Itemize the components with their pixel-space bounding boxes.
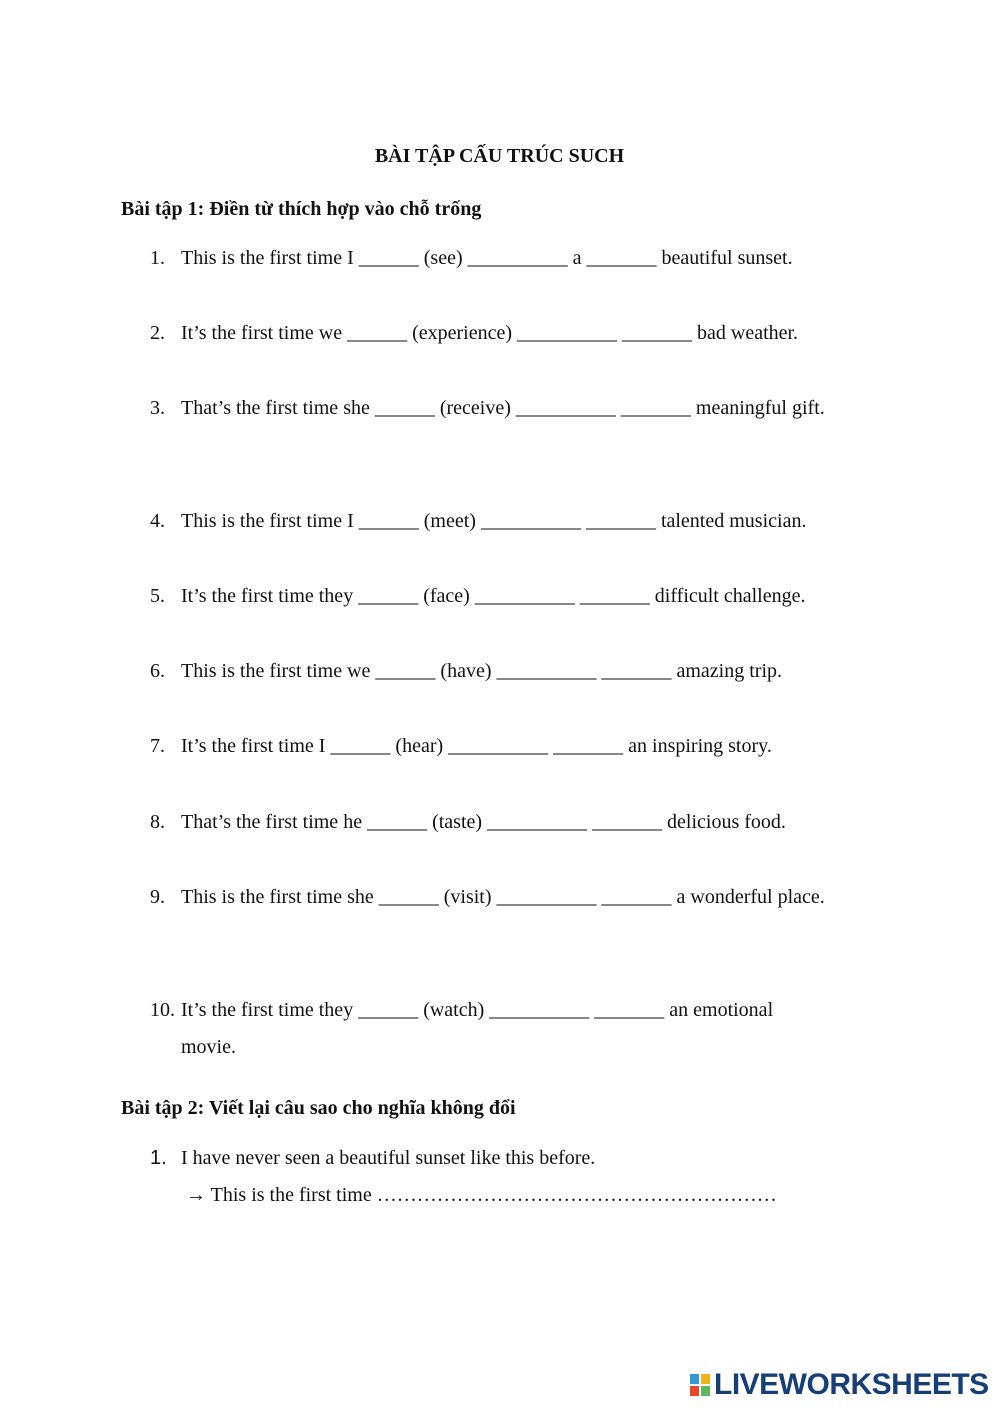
answer-line[interactable]: → This is the first time …………………………………………………… — [186, 1184, 777, 1206]
exercise-1-item-2 — [150, 315, 880, 352]
item-text: This is the first time we ______ (have) __________ _______ amazing trip. — [181, 660, 783, 682]
item-number: 8. — [150, 811, 165, 833]
exercise-1-heading: Bài tập 1: Điền từ thích hợp vào chỗ trống — [121, 198, 482, 220]
item-number: 4. — [150, 510, 165, 532]
item-text: This is the first time I ______ (meet) __________ _______ talented musician. — [181, 510, 807, 532]
item-number: 7. — [150, 735, 165, 757]
item-number: 5. — [150, 585, 165, 607]
exercise-1-item-10 — [150, 992, 880, 1066]
item-text: I have never seen a beautiful sunset like this before. — [181, 1147, 596, 1169]
exercise-1-item-8 — [150, 804, 880, 841]
item-number: 1. — [150, 1147, 167, 1169]
exercise-1-item-7 — [150, 728, 880, 765]
item-text: It’s the first time they ______ (face) __________ _______ difficult challenge. — [181, 585, 806, 607]
exercise-1-item-5 — [150, 578, 880, 615]
item-text: This is the first time I ______ (see) __________ a _______ beautiful sunset. — [181, 247, 793, 269]
item-content — [181, 1140, 880, 1214]
item-number: 1. — [150, 247, 165, 269]
item-number: 10. — [150, 999, 175, 1021]
exercise-1-item-1 — [150, 240, 880, 277]
item-text: This is the first time she ______ (visit) __________ _______ a wonderful place. — [181, 886, 825, 908]
item-number: 9. — [150, 886, 165, 908]
item-number: 6. — [150, 660, 165, 682]
item-text: That’s the first time she ______ (receive) __________ _______ meaningful gift. — [181, 397, 825, 419]
logo-text: LIVEWORKSHEETS — [714, 1368, 989, 1401]
item-number: 2. — [150, 322, 165, 344]
item-text: It’s the first time they ______ (watch) __________ _______ an emotional movie. — [181, 999, 774, 1058]
exercise-2-heading: Bài tập 2: Viết lại câu sao cho nghĩa không đổi — [121, 1097, 516, 1119]
item-text: It’s the first time we ______ (experience) __________ _______ bad weather. — [181, 322, 799, 344]
logo-tiles-icon — [690, 1374, 710, 1396]
page-title: BÀI TẬP CẤU TRÚC SUCH — [374, 145, 625, 167]
liveworksheets-logo — [690, 1370, 989, 1400]
exercise-1-item-6 — [150, 653, 880, 690]
item-text: That’s the first time he ______ (taste) __________ _______ delicious food. — [181, 811, 786, 833]
exercise-1-item-4 — [150, 503, 880, 540]
exercise-2-item-1 — [150, 1140, 880, 1214]
item-text: It’s the first time I ______ (hear) __________ _______ an inspiring story. — [181, 735, 772, 757]
exercise-1-item-3 — [150, 390, 880, 427]
exercise-1-item-9 — [150, 879, 880, 916]
item-number: 3. — [150, 397, 165, 419]
